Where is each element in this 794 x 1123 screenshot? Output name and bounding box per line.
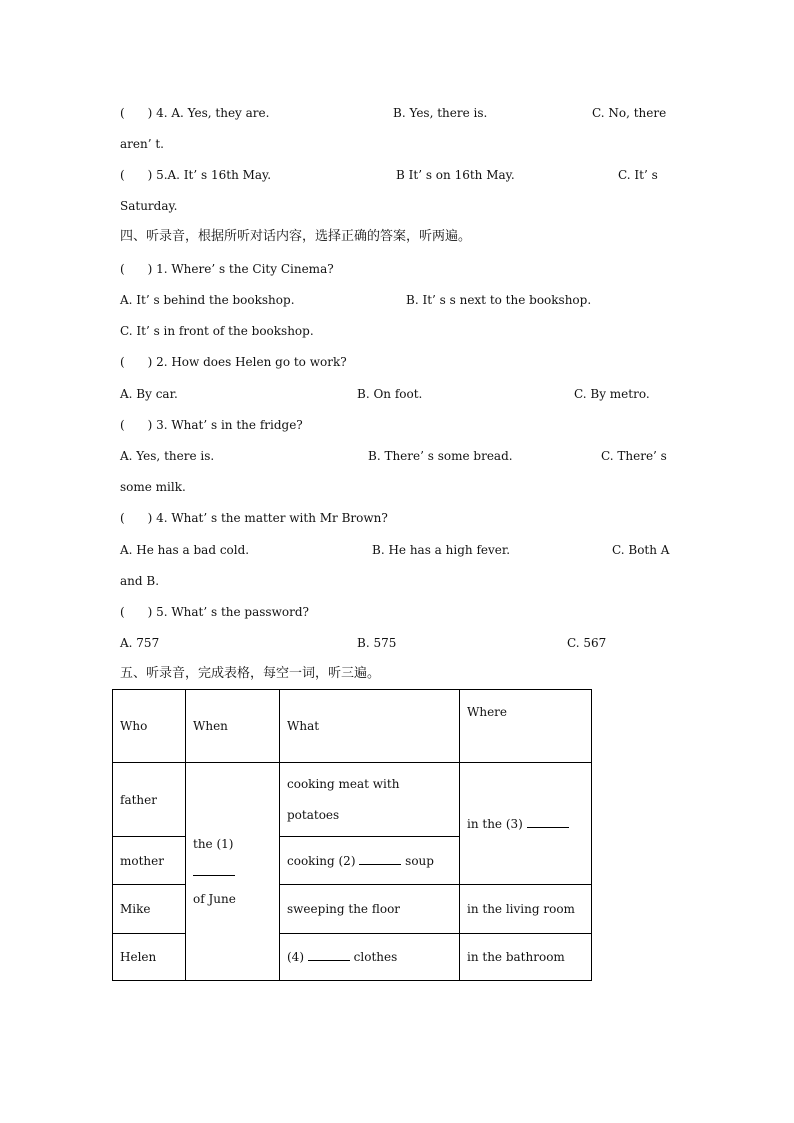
who-mother: mother: [113, 837, 186, 885]
table-row: [113, 885, 592, 934]
blank-1[interactable]: [193, 860, 272, 884]
q3-5-option-c: C. It’ s: [618, 168, 658, 182]
where-merged-text: in the (3): [467, 816, 523, 831]
when-merged-cell: [186, 763, 280, 981]
q3-5-stem: ( ) 5.A. It’ s 16th May.: [120, 168, 272, 182]
answer-table: [112, 689, 592, 981]
part5-heading: 五、听录音，完成表格，每空一词，听三遍。: [120, 666, 381, 681]
table-row: [113, 934, 592, 981]
q4-5-stem: ( ) 5. What’ s the password?: [120, 605, 309, 619]
q4-3-option-a: A. Yes, there is.: [120, 449, 215, 463]
q4-2-option-b: B. On foot.: [357, 387, 423, 401]
what-helen-post: clothes: [353, 950, 398, 964]
when-line3: of June: [193, 891, 236, 906]
header-what: What: [280, 690, 460, 763]
q4-4-option-a: A. He has a bad cold.: [120, 543, 250, 557]
q4-5-option-b: B. 575: [357, 636, 397, 650]
what-mother: [280, 837, 460, 885]
q4-3-wrap: some milk.: [120, 480, 186, 494]
q4-1-option-c: C. It’ s in front of the bookshop.: [120, 324, 314, 338]
what-father-line1: cooking meat with: [287, 776, 400, 791]
q3-4-stem: ( ) 4. A. Yes, they are.: [120, 106, 270, 120]
header-who: Who: [113, 690, 186, 763]
who-father: father: [113, 763, 186, 837]
q3-5-wrap: Saturday.: [120, 199, 178, 213]
q4-4-option-c: C. Both A: [612, 543, 670, 557]
who-mike: Mike: [113, 885, 186, 934]
what-helen: [280, 934, 460, 981]
q4-2-option-c: C. By metro.: [574, 387, 650, 401]
what-mike: sweeping the floor: [280, 885, 460, 934]
header-where: Where: [460, 690, 592, 763]
table-row: [113, 763, 592, 837]
what-mother-pre: cooking (2): [287, 853, 356, 868]
q4-4-stem: ( ) 4. What’ s the matter with Mr Brown?: [120, 511, 388, 525]
what-helen-pre: (4): [287, 950, 304, 964]
q4-5-option-a: A. 757: [120, 636, 160, 650]
q4-3-option-b: B. There’ s some bread.: [368, 449, 513, 463]
what-mother-post: soup: [405, 853, 434, 868]
blank-3[interactable]: [527, 817, 569, 828]
q4-1-option-b: B. It’ s s next to the bookshop.: [406, 293, 592, 307]
q4-2-option-a: A. By car.: [120, 387, 178, 401]
what-father-line2: potatoes: [287, 807, 340, 822]
where-helen: in the bathroom: [460, 934, 592, 981]
q4-3-option-c: C. There’ s: [601, 449, 667, 463]
q3-5-option-b: B It’ s on 16th May.: [396, 168, 515, 182]
when-line1: the (1): [193, 836, 234, 851]
where-merged-cell: [460, 763, 592, 885]
q4-1-option-a: A. It’ s behind the bookshop.: [120, 293, 295, 307]
q4-5-option-c: C. 567: [567, 636, 607, 650]
q3-4-option-b: B. Yes, there is.: [393, 106, 488, 120]
q4-2-stem: ( ) 2. How does Helen go to work?: [120, 355, 347, 369]
q4-4-wrap: and B.: [120, 574, 160, 588]
what-father: [280, 763, 460, 837]
who-helen: Helen: [113, 934, 186, 981]
q3-4-wrap: aren’ t.: [120, 137, 164, 151]
q4-4-option-b: B. He has a high fever.: [372, 543, 511, 557]
blank-2[interactable]: [359, 854, 401, 865]
blank-4[interactable]: [308, 950, 350, 961]
where-mike: in the living room: [460, 885, 592, 934]
table-header-row: [113, 690, 592, 763]
part4-heading: 四、听录音，根据所听对话内容，选择正确的答案，听两遍。: [120, 229, 472, 244]
header-when: When: [186, 690, 280, 763]
q3-4-option-c: C. No, there: [592, 106, 667, 120]
q4-1-stem: ( ) 1. Where’ s the City Cinema?: [120, 262, 334, 276]
q4-3-stem: ( ) 3. What’ s in the fridge?: [120, 418, 303, 432]
